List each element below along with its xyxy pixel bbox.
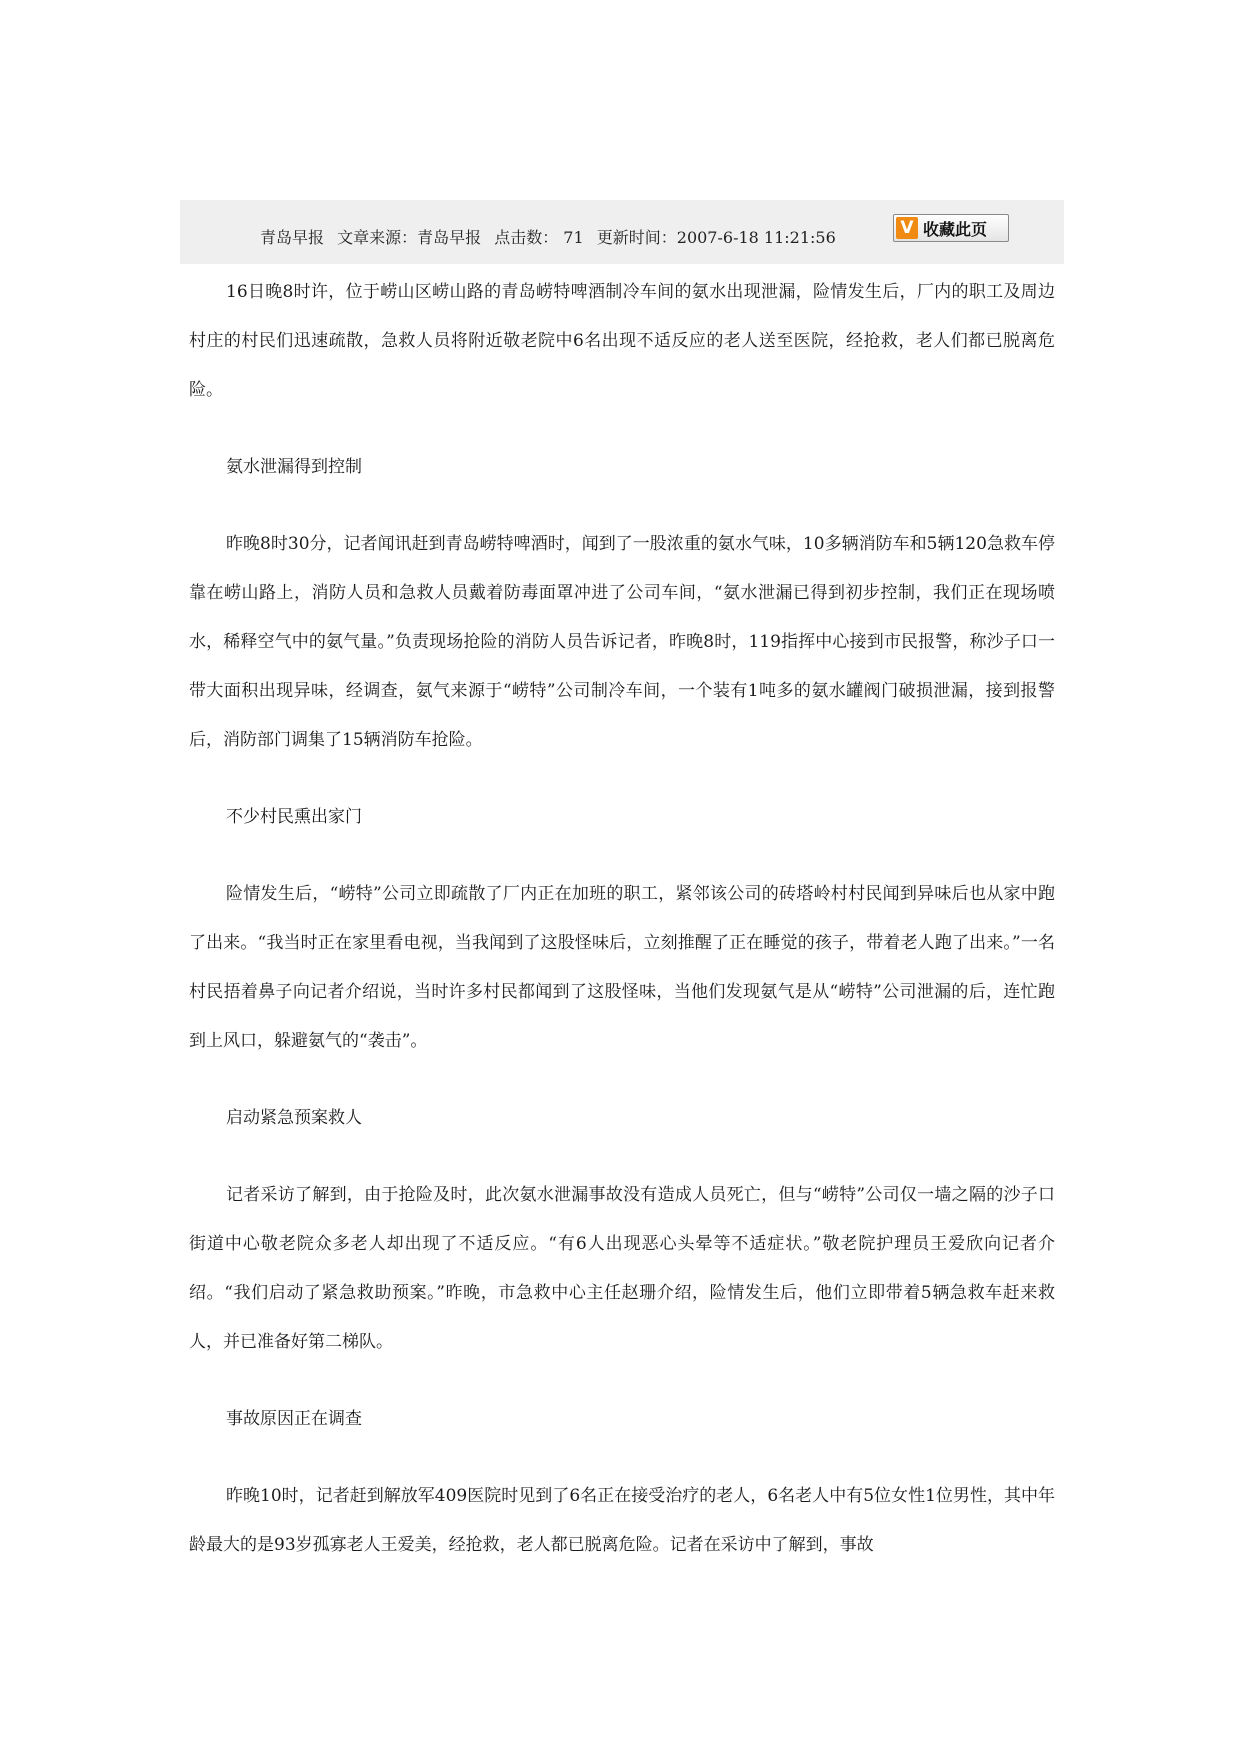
article-paragraph: 记者采访了解到，由于抢险及时，此次氨水泄漏事故没有造成人员死亡，但与“崂特”公司仅一墙之隔的沙子口街道中心敬老院众多老人却出现了不适反应。“有6人出现恶心头晕等不适症状。”敬老院护理员王爱欣向记者介绍。“我们启动了紧急救助预案。”昨晚，市急救中心主任赵珊介绍，险情发生后，他们立即带着5辆急救车赶来救人，并已准备好第二梯队。 (189, 1185, 1055, 1352)
article-paragraph: 昨晚8时30分，记者闻讯赶到青岛崂特啤酒时，闻到了一股浓重的氨水气味，10多辆消防车和5辆120急救车停靠在崂山路上，消防人员和急救人员戴着防毒面罩冲进了公司车间，“氨水泄漏已得到初步控制，我们正在现场喷水，稀释空气中的氨气量。”负责现场抢险的消防人员告诉记者，昨晚8时，119指挥中心接到市民报警，称沙子口一带大面积出现异味，经调查，氨气来源于“崂特”公司制冷车间，一个装有1吨多的氨水罐阀门破损泄漏，接到报警后，消防部门调集了15辆消防车抢险。 (189, 534, 1055, 750)
section-heading: 不少村民熏出家门 (226, 807, 362, 827)
section-heading: 氨水泄漏得到控制 (226, 457, 362, 477)
click-count: 点击数： 71 (494, 228, 584, 247)
section-heading: 启动紧急预案救人 (226, 1108, 362, 1128)
article-paragraph: 昨晚10时，记者赶到解放军409医院时见到了6名正在接受治疗的老人，6名老人中有5位女性1位男性，其中年龄最大的是93岁孤寡老人王爱美，经抢救，老人都已脱离危险。记者在采访中了解到，事故 (189, 1486, 1055, 1555)
article-paragraph: 16日晚8时许，位于崂山区崂山路的青岛崂特啤酒制冷车间的氨水出现泄漏，险情发生后，厂内的职工及周边村庄的村民们迅速疏散，急救人员将附近敬老院中6名出现不适反应的老人送至医院，经抢救，老人们都已脱离危险。 (189, 282, 1055, 400)
favorite-v-icon: V (896, 217, 918, 239)
source-name: 青岛早报 (260, 228, 325, 247)
article-meta-bar (180, 200, 1064, 264)
article-paragraph: 险情发生后，“崂特”公司立即疏散了厂内正在加班的职工，紧邻该公司的砖塔岭村村民闻到异味后也从家中跑了出来。“我当时正在家里看电视，当我闻到了这股怪味后，立刻推醒了正在睡觉的孩子，带着老人跑了出来。”一名村民捂着鼻子向记者介绍说，当时许多村民都闻到了这股怪味，当他们发现氨气是从“崂特”公司泄漏的后，连忙跑到上风口，躲避氨气的“袭击”。 (189, 884, 1055, 1051)
article-body (189, 268, 1055, 1570)
add-to-favorites-button[interactable] (893, 214, 1009, 242)
section-heading: 事故原因正在调查 (226, 1409, 362, 1429)
update-time: 更新时间：2007-6-18 11:21:56 (596, 228, 836, 247)
article-source: 文章来源：青岛早报 (337, 228, 482, 247)
favorite-button-label: 收藏此页 (923, 219, 988, 239)
article-meta-line (260, 225, 844, 248)
